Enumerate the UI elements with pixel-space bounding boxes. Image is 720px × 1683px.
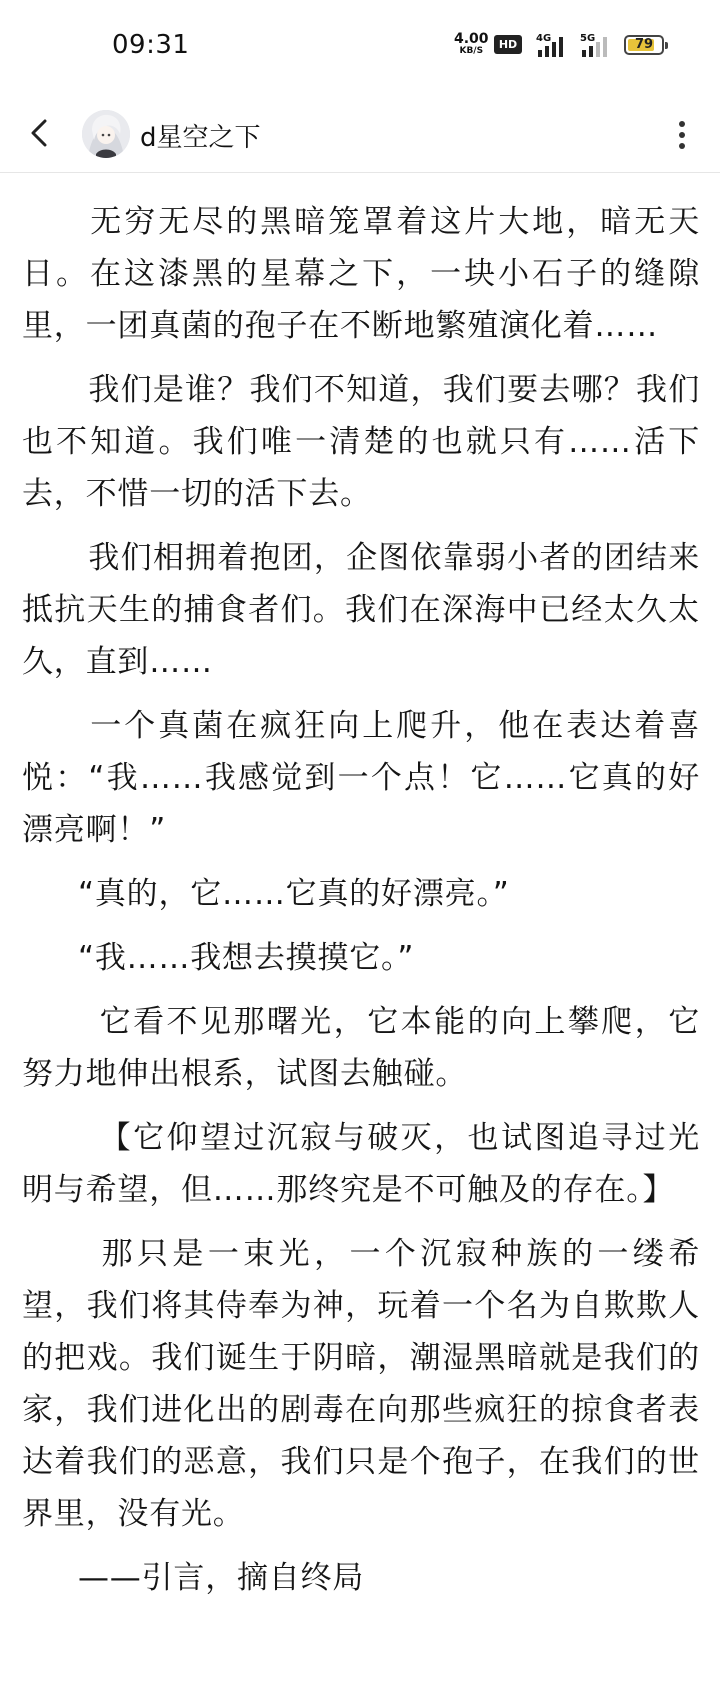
- paragraph: 我们是谁？我们不知道，我们要去哪？我们也不知道。我们唯一清楚的也就只有……活下去，不惜一切的活下去。: [22, 372, 700, 512]
- signal-4g-icon: [536, 33, 570, 57]
- network-speed-unit: KB/S: [459, 46, 484, 56]
- chevron-left-icon[interactable]: [20, 113, 60, 153]
- more-vertical-icon[interactable]: [670, 115, 694, 155]
- battery-level: 79: [634, 37, 654, 52]
- battery-icon: [624, 35, 664, 55]
- status-time: 09:31: [112, 30, 190, 60]
- signal-4g-label: 4G: [536, 33, 552, 44]
- paragraph: 一个真菌在疯狂向上爬升，他在表达着喜悦：“我……我感觉到一个点！它……它真的好漂亮啊！”: [22, 708, 700, 848]
- chat-title[interactable]: d星空之下: [140, 123, 261, 153]
- signal-5g-icon: [580, 33, 614, 57]
- article-body: [22, 196, 700, 1616]
- status-bar: [0, 0, 720, 95]
- network-speed-value: 4.00: [454, 31, 489, 47]
- paragraph: 那只是一束光，一个沉寂种族的一缕希望，我们将其侍奉为神，玩着一个名为自欺欺人的把戏。我们诞生于阴暗，潮湿黑暗就是我们的家，我们进化出的剧毒在向那些疯狂的掠食者表达着我们的恶意，我们只是个孢子，在我们的世界里，没有光。: [22, 1236, 700, 1532]
- paragraph: 【它仰望过沉寂与破灭，也试图追寻过光明与希望，但……那终究是不可触及的存在。】: [22, 1120, 700, 1208]
- paragraph: “真的，它……它真的好漂亮。”: [78, 876, 510, 912]
- avatar[interactable]: [82, 110, 130, 158]
- hd-voice-icon: HD: [494, 35, 522, 54]
- top-app-bar: [0, 95, 720, 173]
- paragraph: 无穷无尽的黑暗笼罩着这片大地，暗无天日。在这漆黑的星幕之下，一块小石子的缝隙里，一团真菌的孢子在不断地繁殖演化着……: [22, 204, 700, 344]
- paragraph: ——引言，摘自终局: [78, 1560, 365, 1596]
- signal-5g-label: 5G: [580, 33, 596, 44]
- paragraph: 它看不见那曙光，它本能的向上攀爬，它努力地伸出根系，试图去触碰。: [22, 1004, 700, 1092]
- paragraph: “我……我想去摸摸它。”: [78, 940, 415, 976]
- network-speed: [454, 32, 489, 56]
- paragraph: 我们相拥着抱团，企图依靠弱小者的团结来抵抗天生的捕食者们。我们在深海中已经太久太久，直到……: [22, 540, 700, 680]
